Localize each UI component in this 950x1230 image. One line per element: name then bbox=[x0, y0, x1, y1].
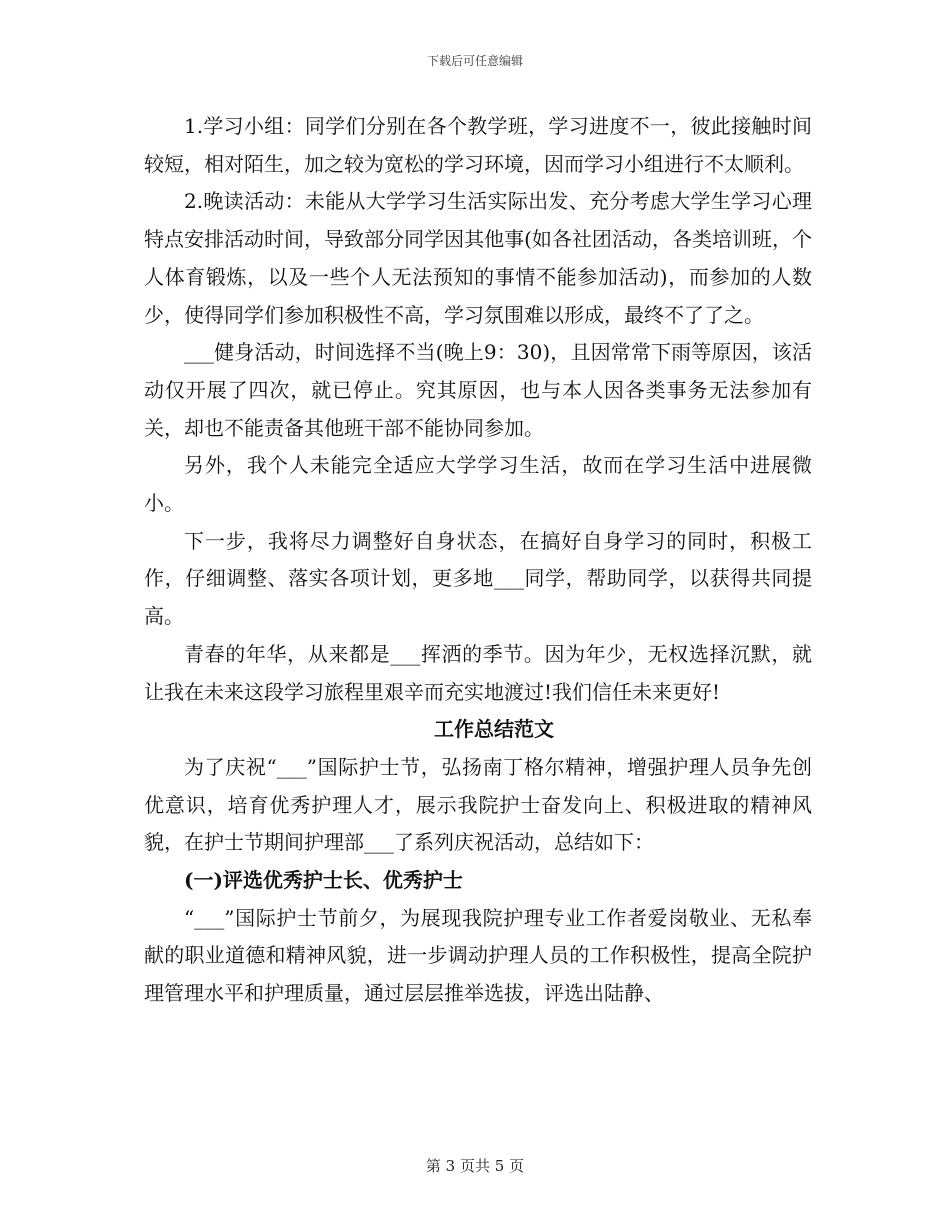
paragraph-personal-adaptation: 另外，我个人未能完全适应大学学习生活，故而在学习生活中进展微小。 bbox=[144, 453, 812, 516]
paragraph-fitness-activity: ___健身活动，时间选择不当(晚上9：30)，且因常常下雨等原因，该活动仅开展了四次，就已停止。究其原因，也与本人因各类事务无法参加有关，却也不能责备其他班干部不能协同参加。 bbox=[144, 340, 812, 440]
page-footer: 第 3 页共 5 页 bbox=[425, 1157, 525, 1175]
paragraph-next-step: 下一步，我将尽力调整好自身状态，在搞好自身学习的同时，积极工作，仔细调整、落实各项计划，更多地___同学，帮助同学，以获得共同提高。 bbox=[144, 528, 812, 629]
paragraph-intro: 为了庆祝“___”国际护士节，弘扬南丁格尔精神，增强护理人员争先创优意识，培育优秀护理人才，展示我院护士奋发向上、积极进取的精神风貌，在护士节期间护理部___了系列庆祝活动，总结如下： bbox=[144, 754, 812, 855]
paragraph-evening-reading: 2.晚读活动：未能从大学学习生活实际出发、充分考虑大学生学习心理特点安排活动时间，导致部分同学因其他事(如各社团活动，各类培训班，个人体育锻炼，以及一些个人无法预知的事情不能参加活动)，而参加的人数少，使得同学们参加积极性不高，学习氛围难以形成，最终不了了之。 bbox=[144, 189, 812, 327]
section-title: 工作总结范文 bbox=[434, 717, 554, 742]
paragraph-youth: 青春的年华，从来都是___挥洒的季节。因为年少，无权选择沉默，就让我在未来这段学习旅程里艰辛而充实地渡过!我们信任未来更好! bbox=[144, 641, 812, 704]
subsection-title: (一)评选优秀护士长、优秀护士 bbox=[184, 868, 463, 893]
paragraph-selection: “___”国际护士节前夕，为展现我院护理专业工作者爱岗敬业、无私奉献的职业道德和精神风貌，进一步调动护理人员的工作积极性，提高全院护理管理水平和护理质量，通过层层推举选拔，评选出陆静、 bbox=[144, 905, 812, 1006]
paragraph-study-group: 1.学习小组：同学们分别在各个教学班，学习进度不一，彼此接触时间较短，相对陌生，加之较为宽松的学习环境，因而学习小组进行不太顺利。 bbox=[144, 114, 812, 176]
page-header: 下载后可任意编辑 bbox=[426, 54, 523, 68]
document-body bbox=[144, 108, 812, 1013]
